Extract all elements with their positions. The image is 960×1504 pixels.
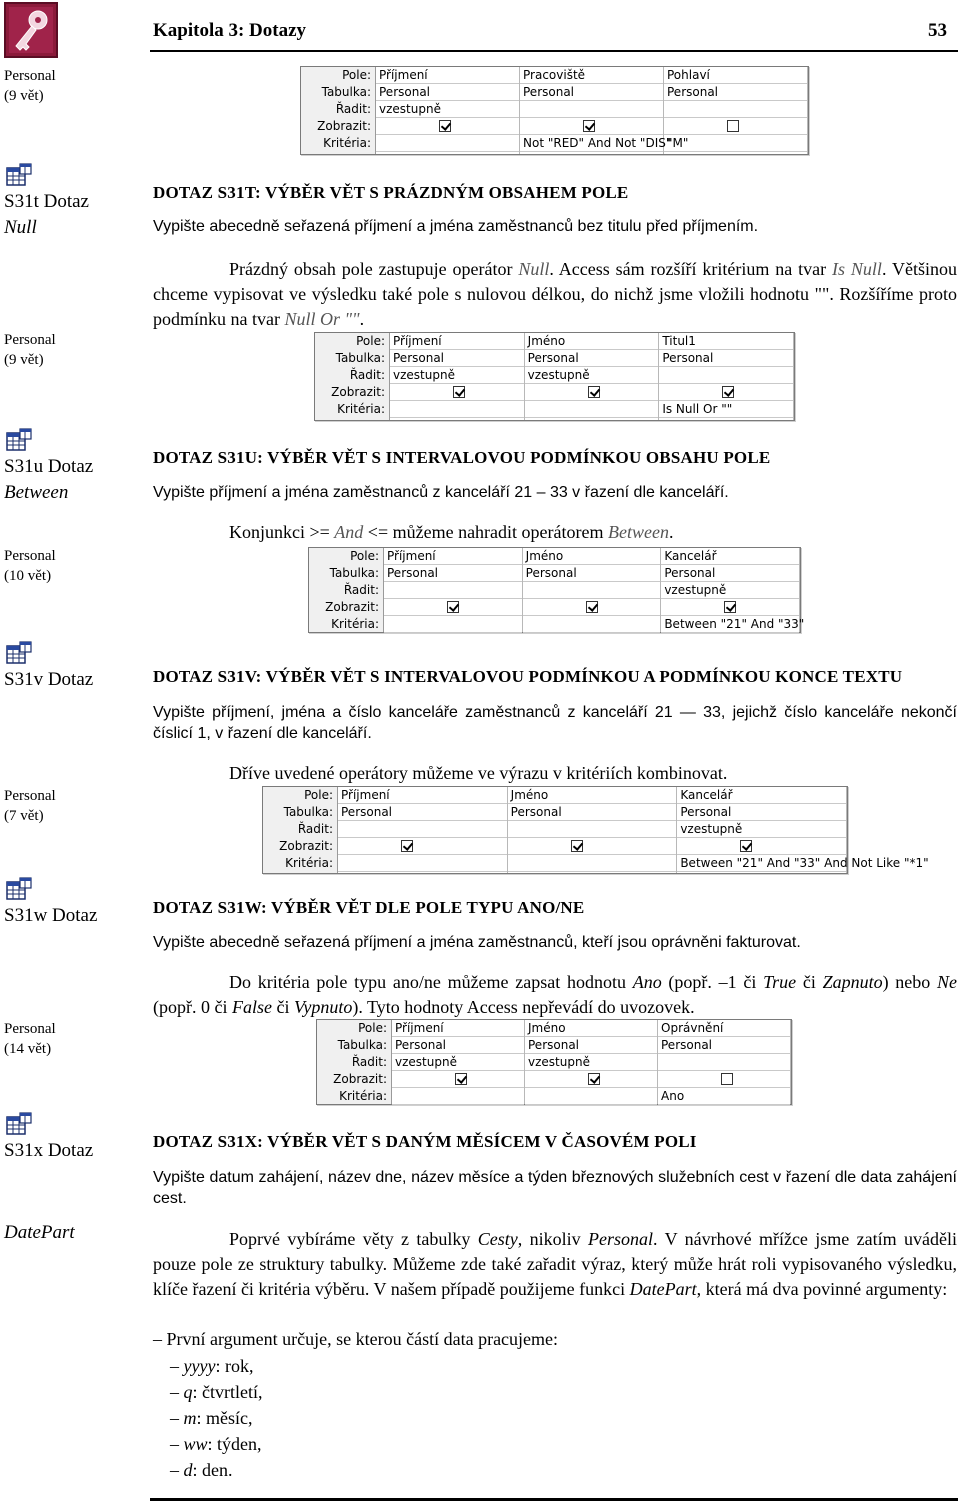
text-italic: Cesty [477,1229,518,1249]
criteria-cell[interactable] [338,855,507,872]
show-checkbox[interactable] [586,601,598,613]
text-italic: And [334,522,364,542]
task-text: Vypište abecedně seřazená příjmení a jména zaměstnanců bez titulu před příjmením. [153,218,759,235]
show-cell [659,384,793,401]
code: yyyy [183,1356,216,1376]
table-cell[interactable]: Personal [659,350,793,367]
note-table: Personal [4,788,56,804]
criteria-cell[interactable]: Between "21" And "33" [661,616,799,633]
query-icon [6,163,32,187]
margin-note [4,1019,56,1059]
show-checkbox[interactable] [727,120,739,132]
list-heading: – První argument určuje, se kterou částí data pracujeme: [153,1329,559,1349]
grid-row-label: Zobrazit: [331,385,385,399]
table-cell[interactable]: Personal [525,1037,657,1054]
table-cell[interactable]: Personal [664,84,807,101]
sort-cell[interactable] [659,367,793,384]
show-checkbox[interactable] [447,601,459,613]
grid-row-label: Kritéria: [323,136,371,150]
grid-column [376,67,520,154]
text: ). Tyto hodnoty Access nepřevádí do uvozovek. [352,997,695,1017]
sort-cell[interactable]: vzestupně [392,1054,524,1071]
sort-cell[interactable] [508,821,677,838]
section-heading: DOTAZ S31X: VÝBĚR VĚT S DANÝM MĚSÍCEM V ČASOVÉM POLI [153,1132,697,1151]
note-table: Personal [4,332,56,348]
grid-row-labels [301,67,376,154]
desc: : týden, [207,1434,262,1454]
field-cell[interactable]: Pohlaví [664,67,807,84]
criteria-cell[interactable] [525,401,659,418]
text-italic: DatePart [629,1279,697,1299]
note-count: (10 vět) [4,568,52,584]
criteria-cell[interactable] [376,135,519,152]
text: či [796,972,823,992]
task-text: Vypište abecedně seřazená příjmení a jména zaměstnanců, kteří jsou oprávněni fakturovat. [153,934,801,951]
text: Do kritéria pole typu ano/ne můžeme zapsat hodnotu [229,972,633,992]
sort-cell[interactable]: vzestupně [390,367,524,384]
text: (popř. –1 či [661,972,764,992]
table-cell[interactable]: Personal [390,350,524,367]
section-heading: DOTAZ S31T: VÝBĚR VĚT S PRÁZDNÝM OBSAHEM POLE [153,183,629,202]
show-cell [523,599,661,616]
query-design-grid [316,1019,792,1105]
grid-row-label: Zobrazit: [279,839,333,853]
text: <= můžeme nahradit operátorem [363,522,609,542]
text-italic: Personal [588,1229,654,1249]
grid-column [659,333,794,420]
text: . [669,522,674,542]
show-checkbox[interactable] [401,840,413,852]
margin-keyword: Between [4,482,69,503]
grid-row-label: Zobrazit: [333,1072,387,1086]
margin-query-name: S31u Dotaz [4,456,94,477]
note-count: (7 vět) [4,808,44,824]
table-cell[interactable]: Personal [525,350,659,367]
show-cell [376,118,519,135]
grid-row-label: Pole: [356,334,385,348]
code: m [183,1408,197,1428]
note-table: Personal [4,548,56,564]
sort-cell[interactable] [520,101,663,118]
desc: : čtvrtletí, [192,1382,263,1402]
paragraph [153,257,957,332]
desc: : den. [192,1460,233,1480]
show-checkbox[interactable] [724,601,736,613]
grid-row-label: Pole: [350,549,379,563]
criteria-cell[interactable]: Not "RED" And Not "DIS" [520,135,663,152]
text-italic: Between [608,522,669,542]
sort-cell[interactable]: vzestupně [525,1054,657,1071]
show-cell [525,1071,657,1088]
field-cell[interactable]: Kancelář [661,548,799,565]
show-checkbox[interactable] [588,1073,600,1085]
list-item: – m: měsíc, [170,1408,253,1428]
grid-row-label: Pole: [342,68,371,82]
query-icon [6,877,32,901]
sort-cell[interactable]: vzestupně [661,582,799,599]
grid-row-label: Řadit: [349,368,385,382]
grid-row-labels [315,333,390,420]
grid-row-label: Zobrazit: [317,119,371,133]
text: Prázdný obsah pole zastupuje operátor [229,259,519,279]
grid-row-label: Pole: [304,788,333,802]
criteria-cell[interactable] [390,401,524,418]
criteria-cell[interactable] [508,855,677,872]
show-checkbox[interactable] [740,840,752,852]
grid-row-label: Kritéria: [331,617,379,631]
margin-query-name: S31x Dotaz [4,1140,94,1161]
criteria-cell[interactable] [525,1088,657,1105]
show-cell [658,1071,790,1088]
field-cell[interactable]: Pracoviště [520,67,663,84]
criteria-cell[interactable]: Ano [658,1088,790,1105]
sort-cell[interactable] [523,582,661,599]
sort-cell[interactable]: vzestupně [525,367,659,384]
code: ww [183,1434,208,1454]
show-checkbox[interactable] [455,1073,467,1085]
query-icon [6,641,32,665]
query-icon [6,428,32,452]
grid-row-label: Tabulka: [337,1038,387,1052]
criteria-cell[interactable]: Between "21" And "33" And Not Like "*1" [677,855,846,872]
text: , která má dva povinné argumenty: [696,1279,948,1299]
desc: : měsíc, [196,1408,253,1428]
grid-column [508,787,678,873]
show-checkbox[interactable] [453,386,465,398]
sort-cell[interactable] [338,821,507,838]
criteria-cell[interactable]: Is Null Or "" [659,401,793,418]
grid-row-label: Řadit: [335,102,371,116]
grid-row-label: Řadit: [343,583,379,597]
sort-cell[interactable]: vzestupně [677,821,846,838]
grid-column [523,548,662,632]
grid-column [390,333,525,420]
text: či [271,997,294,1017]
sort-cell[interactable] [384,582,522,599]
show-checkbox[interactable] [571,840,583,852]
show-cell [525,384,659,401]
grid-column [658,1020,791,1104]
table-cell[interactable]: Personal [661,565,799,582]
show-cell [508,838,677,855]
text-italic: Null Or "" [284,309,360,329]
field-cell[interactable]: Oprávnění [658,1020,790,1037]
margin-note [4,786,56,826]
list [170,1353,262,1483]
margin-note [4,66,56,106]
section-heading: DOTAZ S31U: VÝBĚR VĚT S INTERVALOVOU PODMÍNKOU OBSAHU POLE [153,448,771,467]
grid-column [664,67,808,154]
text-italic: False [231,997,272,1017]
show-cell [390,384,524,401]
text-italic: Ne [937,972,958,992]
show-cell [384,599,522,616]
text: . Access sám rozšíří kritérium na tvar [549,259,833,279]
text-italic: True [763,972,797,992]
criteria-cell[interactable]: "M" [664,135,807,152]
grid-row-label: Kritéria: [339,1089,387,1103]
grid-row-label: Zobrazit: [325,600,379,614]
paragraph [153,970,957,1020]
show-checkbox[interactable] [588,386,600,398]
task-text: Vypište příjmení, jména a číslo kanceláře zaměstnanců z kanceláří 21 — 33, jejichž číslo kanceláře nekončí číslicí 1, v řazení dle kanceláří. [153,704,957,742]
code: d [183,1460,193,1480]
field-cell[interactable]: Titul1 [659,333,793,350]
table-cell[interactable]: Personal [677,804,846,821]
grid-column [384,548,523,632]
section-heading: DOTAZ S31V: VÝBĚR VĚT S INTERVALOVOU PODMÍNKOU A PODMÍNKOU KONCE TEXTU [153,667,903,686]
grid-row-label: Tabulka: [321,85,371,99]
table-cell[interactable]: Personal [392,1037,524,1054]
note-table: Personal [4,68,56,84]
list-item: – yyyy: rok, [170,1356,254,1376]
access-key-logo [4,2,58,58]
paragraph [153,1227,957,1302]
text-italic: Vypnuto [293,997,353,1017]
margin-keyword: DatePart [4,1222,75,1243]
field-cell[interactable]: Kancelář [677,787,846,804]
show-cell [392,1071,524,1088]
text: (popř. 0 či [153,997,232,1017]
margin-keyword: Null [4,217,37,238]
table-cell[interactable]: Personal [508,804,677,821]
field-cell[interactable]: Příjmení [384,548,522,565]
text: . Většinou chceme vypisovat ve výsledku také pole s nulovou délkou, do nichž jsme vložili hodnotu "". Rozšíříme proto podmínku na tvar [153,259,957,329]
page-number: 53 [928,20,947,41]
grid-row-label: Tabulka: [329,566,379,580]
show-checkbox[interactable] [722,386,734,398]
task-text: Vypište datum zahájení, název dne, název měsíce a týden březnových služebních cest v řazení dle data zahájení cest. [153,1169,957,1207]
show-checkbox[interactable] [583,120,595,132]
field-cell[interactable]: Příjmení [376,67,519,84]
table-cell[interactable]: Personal [384,565,522,582]
query-icon [6,1112,32,1136]
text-italic: Null [518,259,550,279]
grid-row-label: Kritéria: [285,856,333,870]
grid-row-labels [317,1020,392,1104]
show-checkbox[interactable] [439,120,451,132]
table-cell[interactable]: Personal [523,565,661,582]
grid-row-labels [263,787,338,873]
grid-row-labels [309,548,384,632]
grid-column [520,67,672,154]
grid-column [338,787,508,873]
show-cell [338,838,507,855]
paragraph [153,520,957,545]
show-cell [677,838,846,855]
field-cell[interactable]: Jméno [508,787,677,804]
list-item: – d: den. [170,1460,233,1480]
text: . V návrhové mřížce jsme zatím uváděli pouze pole ze struktury tabulky. Můžeme zde také zařadit výraz, který může hrát roli vypisovaného výsledku, klíče řazení či kritéria výběru. V našem případě použijeme funkci [153,1229,957,1299]
query-design-grid [308,547,805,633]
sort-cell[interactable] [658,1054,790,1071]
text: Poprvé vybíráme věty z tabulky [229,1229,478,1249]
code: q [183,1382,193,1402]
header-rule [150,50,958,52]
note-count: (9 vět) [4,352,44,368]
note-table: Personal [4,1021,56,1037]
field-cell[interactable]: Příjmení [390,333,524,350]
grid-row-label: Kritéria: [337,402,385,416]
list-item: – q: čtvrtletí, [170,1382,263,1402]
grid-row-label: Pole: [358,1021,387,1035]
grid-row-label: Tabulka: [335,351,385,365]
show-cell [661,599,799,616]
table-cell[interactable]: Personal [338,804,507,821]
margin-note [4,330,56,370]
note-count: (9 vět) [4,88,44,104]
query-design-grid [314,332,795,421]
paragraph: Dříve uvedené operátory můžeme ve výrazu v kritériích kombinovat. [229,763,728,783]
field-cell[interactable]: Příjmení [392,1020,524,1037]
field-cell[interactable]: Příjmení [338,787,507,804]
chapter-title: Kapitola 3: Dotazy [153,20,307,41]
grid-column [392,1020,525,1104]
field-cell[interactable]: Jméno [523,548,661,565]
criteria-cell[interactable] [384,616,522,633]
footer-rule [150,1498,958,1501]
grid-column [525,333,660,420]
desc: : rok, [215,1356,254,1376]
show-checkbox[interactable] [721,1073,733,1085]
grid-column [525,1020,658,1104]
field-cell[interactable]: Jméno [525,1020,657,1037]
margin-query-name: S31t Dotaz [4,191,89,212]
grid-row-label: Řadit: [351,1055,387,1069]
table-cell[interactable]: Personal [376,84,519,101]
text-italic: Ano [632,972,662,992]
text-italic: Is Null [832,259,882,279]
field-cell[interactable]: Jméno [525,333,659,350]
table-cell[interactable]: Personal [658,1037,790,1054]
text: , nikoliv [517,1229,589,1249]
text-italic: Zapnuto [822,972,883,992]
show-cell [664,118,807,135]
margin-note [4,546,56,586]
task-text: Vypište příjmení a jména zaměstnanců z kanceláří 21 – 33 v řazení dle kanceláří. [153,484,729,501]
text: ) nebo [882,972,938,992]
text: . [359,309,365,329]
note-count: (14 vět) [4,1041,52,1057]
list-item: – ww: týden, [170,1434,262,1454]
section-heading: DOTAZ S31W: VÝBĚR VĚT DLE POLE TYPU ANO/NE [153,898,585,917]
grid-row-label: Řadit: [297,822,333,836]
grid-column [661,548,805,632]
query-design-grid [262,786,929,874]
sort-cell[interactable] [664,101,807,118]
query-design-grid [300,66,809,155]
margin-query-name: S31v Dotaz [4,669,94,690]
text: Konjunkci >= [229,522,335,542]
table-cell[interactable]: Personal [520,84,663,101]
show-cell [520,118,663,135]
criteria-cell[interactable] [523,616,661,633]
margin-query-name: S31w Dotaz [4,905,98,926]
grid-row-label: Tabulka: [283,805,333,819]
criteria-cell[interactable] [392,1088,524,1105]
sort-cell[interactable]: vzestupně [376,101,519,118]
grid-column [677,787,929,873]
